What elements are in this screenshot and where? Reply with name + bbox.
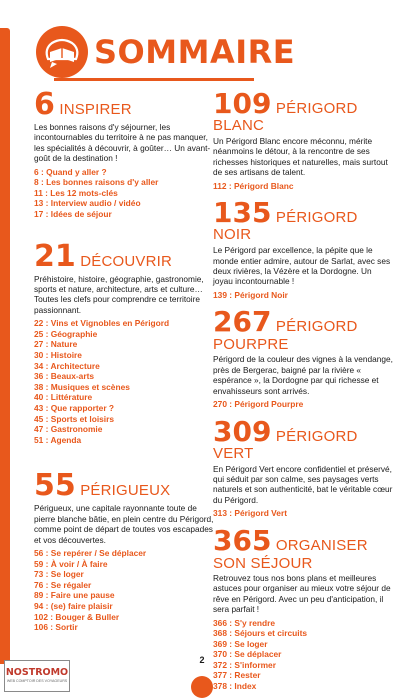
toc-link[interactable]: 102 : Bouger & Buller: [34, 611, 120, 622]
section-description: Périgueux, une capitale rayonnante toute de pierre blanche bâtie, en plein centre du Périgord, comme point de départ de toutes vos escapades et vos découvertes.: [34, 503, 214, 545]
toc-link[interactable]: 11 : Les 12 mots-clés: [34, 187, 118, 198]
section-heading: [213, 87, 393, 134]
section-description: Retrouvez tous nos bons plans et meilleures astuces pour organiser au mieux votre séjour de rêve en Périgord. Avec un peu d'anticipation, il sera parfait !: [213, 572, 391, 615]
section-items: [34, 167, 214, 220]
section-description: Préhistoire, histoire, géographie, gastronomie, sports et nature, architecture, arts et culture… Toutes les clefs pour comprendre ce territoire passionnant.: [34, 273, 204, 315]
section-items: [34, 548, 214, 633]
book-speech-icon: [36, 26, 88, 78]
section-page-number: 6: [34, 87, 55, 122]
left-accent-bar: [0, 28, 10, 664]
toc-link[interactable]: 370 : Se déplacer: [213, 649, 282, 660]
toc-link[interactable]: 27 : Nature: [34, 339, 78, 350]
section-heading: [213, 305, 393, 354]
section-page-number: 365: [213, 523, 272, 557]
toc-link[interactable]: 59 : À voir / À faire: [34, 558, 108, 569]
section-title: PÉRIGORD NOIR: [213, 209, 358, 244]
section-title: DÉCOUVRIR: [80, 252, 173, 270]
section-title: PÉRIGORD VERT: [213, 427, 358, 462]
section-decouvrir: [34, 238, 214, 446]
toc-link[interactable]: 47 : Gastronomie: [34, 424, 103, 435]
section-perigord-pourpre: [213, 305, 393, 410]
toc-link[interactable]: 112 : Périgord Blanc: [213, 180, 294, 191]
section-items: [213, 290, 393, 301]
section-title: PÉRIGUEUX: [80, 482, 171, 500]
toc-link[interactable]: 73 : Se loger: [34, 569, 84, 580]
toc-link[interactable]: 17 : Idées de séjour: [34, 209, 112, 219]
toc-link[interactable]: 366 : S'y rendre: [213, 617, 276, 628]
section-items: [213, 508, 393, 519]
page-marker-dot: [191, 676, 213, 698]
section-description: Les bonnes raisons d'y séjourner, les incontournables du territoire à ne pas manquer, les spécialités à découvrir, à goûter… Un avant-goût de la destination !: [34, 122, 211, 164]
toc-link[interactable]: 313 : Périgord Vert: [213, 508, 288, 519]
section-page-number: 267: [213, 305, 272, 339]
section-description: Le Périgord par excellence, la pépite que le monde entier admire, autour de Sarlat, avec ses deux rivières, la Vézère et la Dordogne. Un joyau incontournable !: [213, 245, 391, 287]
section-page-number: 55: [34, 468, 76, 504]
section-heading: [34, 238, 214, 274]
section-description: Un Périgord Blanc encore méconnu, mérite néanmoins le détour, à la rencontre de ses richesses historiques et naturelles, mais surtout de ses artisans de talent.: [213, 136, 388, 178]
toc-link[interactable]: 38 : Musiques et scènes: [34, 381, 130, 392]
toc-link[interactable]: 89 : Faire une pause: [34, 590, 115, 601]
right-column: [213, 87, 393, 700]
section-items: [213, 399, 393, 410]
section-heading: [213, 414, 393, 462]
title-underline: [54, 78, 254, 81]
toc-link[interactable]: 22 : Vins et Vignobles en Périgord: [34, 318, 170, 329]
toc-link[interactable]: 270 : Périgord Pourpre: [213, 399, 304, 410]
section-items: [213, 618, 393, 692]
section-items: [34, 318, 214, 445]
section-items: [213, 181, 393, 192]
section-inspirer: [34, 87, 214, 220]
section-perigord-vert: [213, 414, 393, 519]
toc-link[interactable]: 56 : Se repérer / Se déplacer: [34, 547, 147, 558]
section-heading: [34, 468, 214, 504]
toc-link[interactable]: 45 : Sports et loisirs: [34, 413, 115, 424]
toc-link[interactable]: 51 : Agenda: [34, 434, 82, 445]
section-title-line2: POURPRE: [213, 336, 289, 354]
toc-link[interactable]: 139 : Périgord Noir: [213, 289, 288, 300]
brand-tagline: WEB COMPTOIR DES VOYAGEURS: [6, 679, 68, 683]
toc-link[interactable]: 94 : (se) faire plaisir: [34, 600, 113, 611]
section-page-number: 109: [213, 87, 272, 120]
toc-link[interactable]: 40 : Littérature: [34, 392, 93, 403]
section-heading: [213, 196, 393, 244]
section-page-number: 135: [213, 196, 272, 230]
section-description: Périgord de la couleur des vignes à la vendange, près de Bergerac, baigné par la rivière « espérance », la Dordogne par qui richesse et envahisseurs sont arrivés.: [213, 354, 393, 396]
left-column: [34, 87, 214, 641]
brand-name: NOSTROMO: [5, 667, 69, 678]
header: [36, 26, 295, 78]
section-page-number: 21: [34, 238, 76, 274]
section-heading: [34, 87, 214, 122]
section-title: INSPIRER: [59, 101, 132, 118]
section-organiser: [213, 523, 393, 692]
toc-link[interactable]: 378 : Index: [213, 681, 257, 692]
section-perigord-noir: [213, 196, 393, 300]
toc-link[interactable]: 13 : Interview audio / vidéo: [34, 198, 141, 209]
section-perigord-blanc: [213, 87, 393, 191]
toc-link[interactable]: 6 : Quand y aller ?: [34, 166, 107, 177]
section-title: PÉRIGORD: [275, 318, 358, 336]
section-page-number: 309: [213, 414, 272, 448]
section-title: PÉRIGORD BLANC: [213, 100, 358, 134]
toc-link[interactable]: 372 : S'informer: [213, 659, 276, 670]
toc-link[interactable]: 377 : Rester: [213, 670, 261, 681]
toc-link[interactable]: 36 : Beaux-arts: [34, 371, 95, 382]
page-number: 2: [199, 655, 205, 665]
section-perigueux: [34, 468, 214, 633]
toc-link[interactable]: 43 : Que rapporter ?: [34, 402, 115, 413]
toc-link[interactable]: 76 : Se régaler: [34, 579, 92, 590]
toc-link[interactable]: 106 : Sortir: [34, 622, 78, 633]
brand-logo: [4, 660, 70, 692]
toc-link[interactable]: 8 : Les bonnes raisons d'y aller: [34, 177, 159, 188]
toc-link[interactable]: 34 : Architecture: [34, 360, 100, 371]
toc-link[interactable]: 368 : Séjours et circuits: [213, 628, 308, 639]
toc-link[interactable]: 30 : Histoire: [34, 350, 82, 360]
toc-link[interactable]: 25 : Géographie: [34, 328, 98, 339]
toc-link[interactable]: 369 : Se loger: [213, 638, 268, 649]
section-heading: [213, 523, 393, 572]
section-title: ORGANISER: [275, 536, 368, 554]
section-title-line2: SON SÉJOUR: [213, 554, 313, 572]
page-title: SOMMAIRE: [94, 33, 296, 71]
section-description: En Périgord Vert encore confidentiel et préservé, qui séduit par son calme, ses paysages verts naturels et son authenticité, bat le véritable cœur du Périgord.: [213, 463, 393, 505]
